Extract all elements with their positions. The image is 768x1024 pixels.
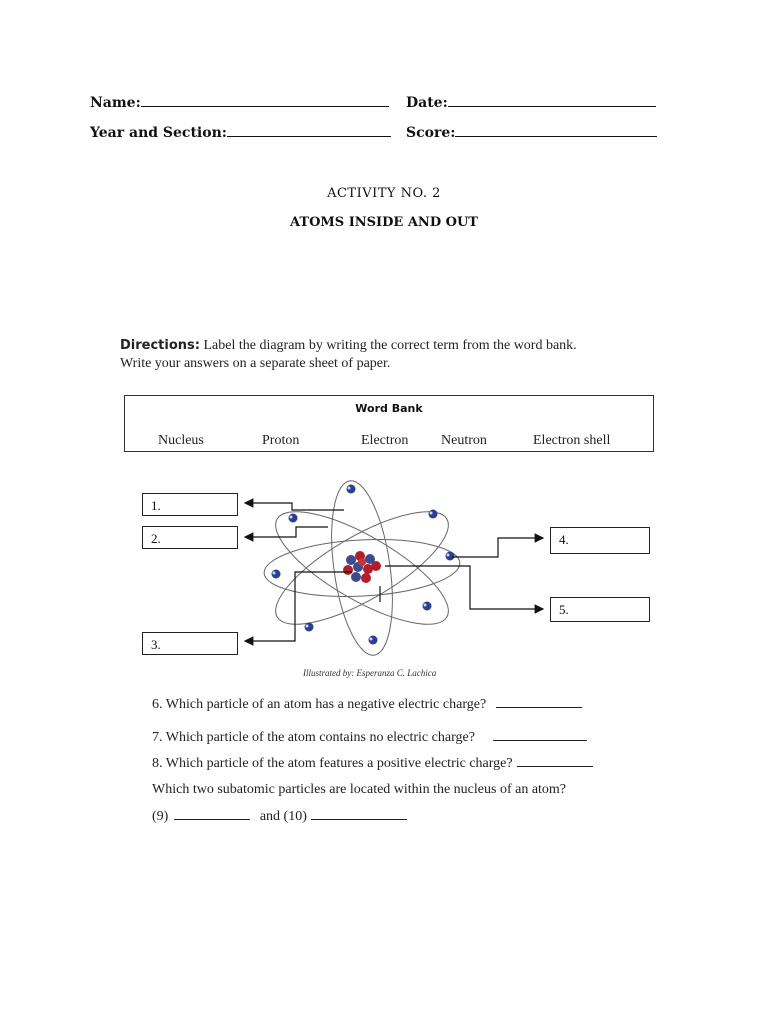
leader-line-2	[245, 527, 328, 537]
word-bank-word-electron: Electron	[361, 433, 409, 448]
question-8-text: 8. Which particle of the atom features a positive electric charge?	[152, 756, 513, 771]
leader-line-1	[245, 503, 344, 510]
electron-8	[369, 636, 378, 645]
electron-2	[289, 514, 298, 523]
name-label: Name:	[90, 95, 141, 111]
question-9-blank[interactable]	[174, 818, 250, 820]
proton	[361, 573, 371, 583]
label-box-4[interactable]: 4.	[550, 527, 650, 554]
electron-5	[272, 570, 281, 579]
date-label: Date:	[406, 95, 448, 111]
label-box-1[interactable]: 1.	[142, 493, 238, 516]
question-8-blank[interactable]	[517, 765, 593, 767]
label-box-3[interactable]: 3.	[142, 632, 238, 655]
question-9-prompt: Which two subatomic particles are located within the nucleus of an atom?	[152, 782, 567, 797]
question-7-blank[interactable]	[493, 739, 587, 741]
label-box-2[interactable]: 2.	[142, 526, 238, 549]
question-9-10	[152, 809, 407, 825]
word-bank-word-proton: Proton	[262, 433, 300, 448]
question-10-blank[interactable]	[311, 818, 407, 820]
activity-title: ATOMS INSIDE AND OUT	[290, 215, 478, 230]
question-7	[152, 730, 587, 746]
word-bank-title: Word Bank	[355, 402, 423, 415]
electron-3	[429, 510, 438, 519]
question-6-blank[interactable]	[496, 706, 582, 708]
word-bank-word-electron-shell: Electron shell	[533, 433, 611, 448]
question-10-label: and (10)	[259, 809, 307, 824]
word-bank-word-neutron: Neutron	[441, 433, 487, 448]
question-9-label: (9)	[152, 809, 169, 824]
directions-text1: Label the diagram by writing the correct term from the word bank.	[203, 338, 577, 353]
question-8	[152, 756, 593, 772]
word-bank-word-nucleus: Nucleus	[158, 433, 204, 448]
electron-1	[347, 485, 356, 494]
directions-label: Directions:	[120, 338, 200, 353]
year-section-label: Year and Section:	[90, 125, 227, 141]
electron-6	[423, 602, 432, 611]
question-6	[152, 697, 582, 713]
question-6-text: 6. Which particle of an atom has a negative electric charge?	[152, 697, 487, 712]
leader-line-5	[385, 566, 543, 609]
proton	[343, 565, 353, 575]
neutron	[351, 572, 361, 582]
electron-4	[446, 552, 455, 561]
score-label: Score:	[406, 125, 456, 141]
activity-number: ACTIVITY NO. 2	[327, 186, 441, 201]
directions-line2: Write your answers on a separate sheet of paper.	[120, 356, 391, 371]
electron-7	[305, 623, 314, 632]
proton	[358, 558, 366, 566]
illustration-credit: Illustrated by: Esperanza C. Lachica	[303, 668, 437, 678]
question-7-text: 7. Which particle of the atom contains no electric charge?	[152, 730, 475, 745]
proton	[371, 561, 381, 571]
label-box-5[interactable]: 5.	[550, 597, 650, 622]
nucleus	[343, 551, 381, 583]
leader-line-4	[452, 538, 543, 557]
